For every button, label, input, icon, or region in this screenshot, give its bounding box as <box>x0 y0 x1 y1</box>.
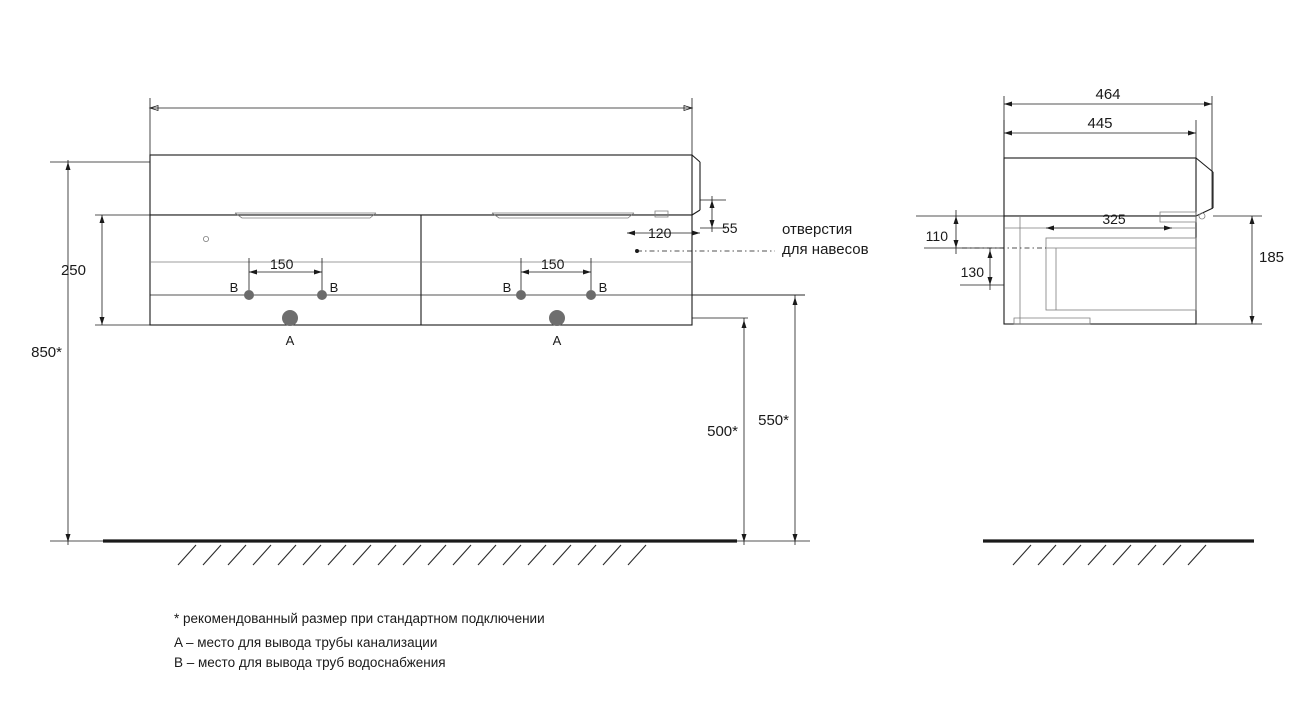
water-label-b-1: B <box>229 280 239 295</box>
water-height-dimension <box>692 295 805 545</box>
side-top-offset-dimension <box>916 210 1004 254</box>
dim-top-band-value: 55 <box>722 220 738 236</box>
dim-side-height-value: 185 <box>1259 249 1285 266</box>
drain-height-dimension <box>692 318 748 545</box>
mount-holes-label-line1: отверстия <box>782 221 853 238</box>
note-line-1: * рекомендованный размер при стандартном подключении <box>174 611 545 626</box>
side-height-dimension <box>1196 216 1284 324</box>
front-width-dimension <box>150 98 692 160</box>
dim-inner-depth-value: 325 <box>1102 211 1126 227</box>
drain-label-a-2: A <box>552 333 562 348</box>
side-lower-offset-dimension <box>960 248 1004 290</box>
water-label-b-2: B <box>329 280 339 295</box>
dim-total-height-value: 850* <box>31 344 62 361</box>
side-cabinet-body <box>1004 158 1213 324</box>
dim-spacing-right-value: 150 <box>541 256 565 272</box>
water-label-b-4: B <box>598 280 608 295</box>
dim-drain-height-value: 500* <box>707 423 738 440</box>
front-height-dimension <box>61 215 150 325</box>
dim-front-height-value: 250 <box>60 262 86 279</box>
mount-holes-label-line2: для навесов <box>782 241 869 258</box>
dim-lower-offset-value: 130 <box>960 264 984 280</box>
drain-label-a-1: A <box>285 333 295 348</box>
front-total-height-dimension <box>31 160 150 545</box>
front-top-band-dimension <box>700 196 738 236</box>
note-line-2: A – место для вывода трубы канализации <box>174 635 438 650</box>
front-floor <box>50 541 810 565</box>
side-body-depth-dimension <box>1004 115 1196 160</box>
note-line-3: B – место для вывода труб водоснабжения <box>174 655 446 670</box>
front-cabinet-body <box>150 155 700 325</box>
dim-overall-depth-value: 464 <box>1095 86 1121 103</box>
dim-hole-offset-value: 120 <box>648 225 672 241</box>
water-label-b-3: B <box>502 280 512 295</box>
dim-body-depth-value: 445 <box>1087 115 1113 132</box>
dim-spacing-left-value: 150 <box>270 256 294 272</box>
side-floor <box>983 541 1254 565</box>
dim-top-offset-value: 110 <box>925 228 948 244</box>
dim-water-height-value: 550* <box>758 412 789 429</box>
